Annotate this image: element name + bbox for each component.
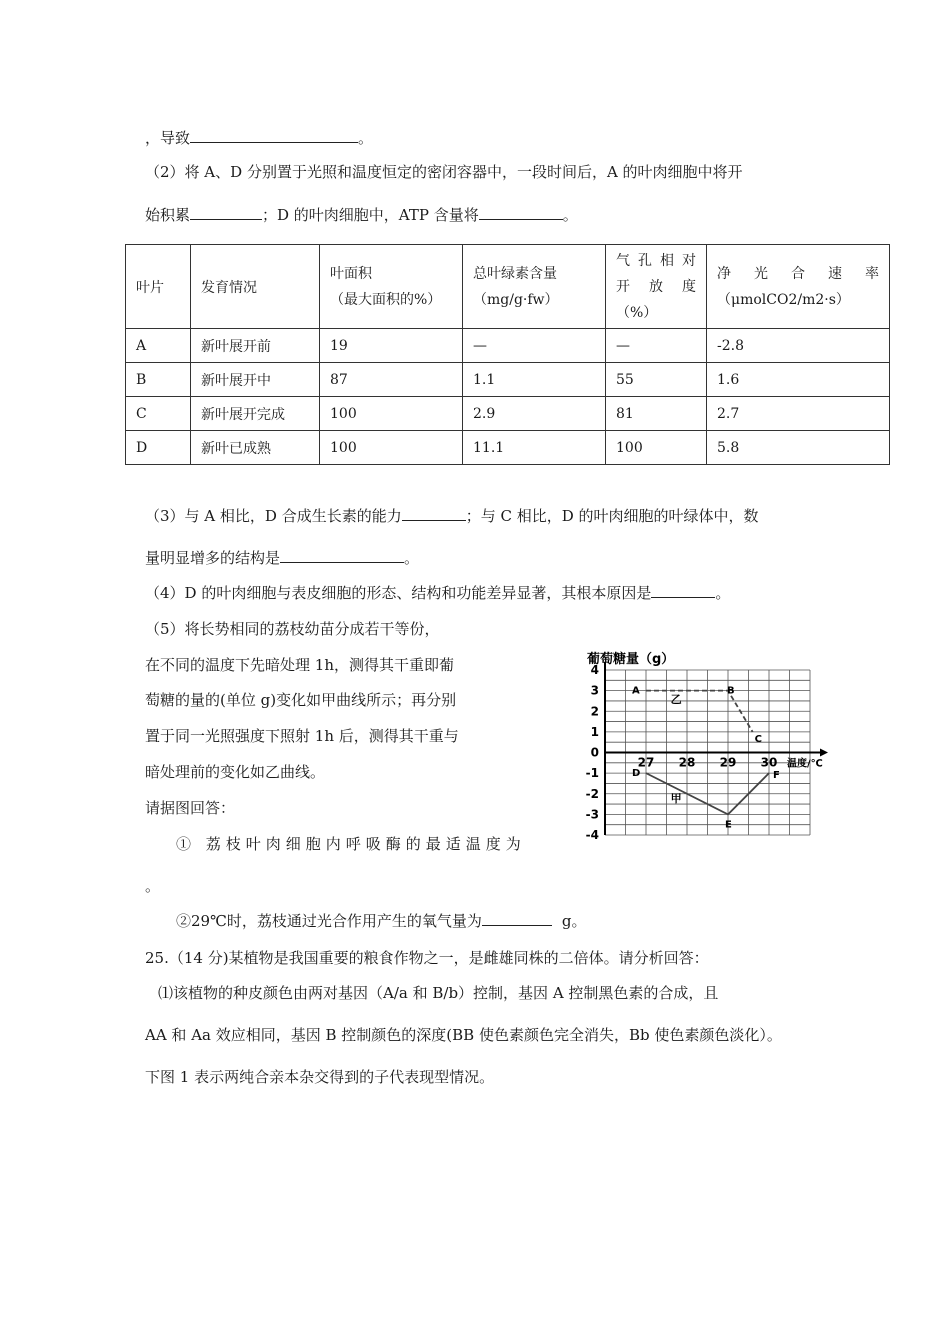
header-cell: 叶片 <box>126 245 191 329</box>
line-q5: 置于同一光照强度下照射 1h 后，测得其干重与 <box>145 727 459 745</box>
x-tick-label: 29 <box>719 755 737 770</box>
line-q2-cont <box>145 205 578 225</box>
header-line: 开放度 <box>616 278 696 295</box>
header-cell <box>320 245 463 329</box>
cell-stoma: 100 <box>606 431 707 465</box>
cell-area: 87 <box>320 363 463 397</box>
cell-rate: 1.6 <box>707 363 890 397</box>
cell-rate: 2.7 <box>707 397 890 431</box>
line-q2: （2）将 A、D 分别置于光照和温度恒定的密闭容器中，一段时间后，A 的叶肉细胞中将开 <box>145 163 743 181</box>
x-tick-label: 27 <box>637 755 655 770</box>
table-row <box>126 431 890 465</box>
line-q1-end <box>145 128 373 148</box>
table-row <box>126 397 890 431</box>
header-line: （mg/g·fw） <box>473 291 559 308</box>
point-label: E <box>725 819 732 831</box>
cell-area: 19 <box>320 329 463 363</box>
text: 始积累 <box>145 206 191 224</box>
y-tick-label: 4 <box>590 663 599 677</box>
leaf-data-table <box>125 244 890 465</box>
header-line: （最大面积的%） <box>330 291 442 308</box>
cell-chlorophyll: — <box>463 329 606 363</box>
text: 量明显增多的结构是 <box>145 549 281 567</box>
table-row <box>126 329 890 363</box>
header-line: 总叶绿素含量 <box>473 265 557 282</box>
cell-leaf: C <box>126 397 191 431</box>
answer-blank[interactable] <box>482 911 552 926</box>
line-q5: 在不同的温度下先暗处理 1h，测得其干重即葡 <box>145 656 454 674</box>
cell-stage: 新叶已成熟 <box>191 431 320 465</box>
point-label: B <box>727 685 735 697</box>
series-label: 乙 <box>670 693 682 706</box>
line-q3-cont <box>145 548 419 568</box>
line-q5: 请据图回答： <box>145 799 236 817</box>
y-tick-label: -1 <box>585 766 599 781</box>
header-line: 净光合速率 <box>717 265 879 282</box>
x-axis-label: 温度/℃ <box>787 758 823 770</box>
header-line: （%） <box>616 304 658 321</box>
y-tick-label: 3 <box>590 683 599 698</box>
header-cell <box>463 245 606 329</box>
line-q5-sub1: ① 荔枝叶肉细胞内呼吸酶的最适温度为 <box>176 835 526 853</box>
text: ；与 C 相比，D 的叶肉细胞的叶绿体中，数 <box>465 507 759 525</box>
cell-leaf: B <box>126 363 191 397</box>
cell-rate: -2.8 <box>707 329 890 363</box>
y-tick-label: -3 <box>585 807 599 822</box>
y-tick-label: -2 <box>585 786 599 801</box>
answer-blank[interactable] <box>190 205 262 220</box>
question-25-line: AA 和 Aa 效应相同，基因 B 控制颜色的深度(BB 使色素颜色完全消失，Bb 使色素颜色淡化）。 <box>145 1026 782 1044</box>
line-q5-sub1-end: 。 <box>145 877 161 895</box>
text: 。 <box>715 584 731 602</box>
point-label: C <box>754 733 762 745</box>
text: 。 <box>404 549 420 567</box>
answer-blank[interactable] <box>651 583 715 598</box>
header-cell <box>606 245 707 329</box>
answer-blank[interactable] <box>190 128 358 143</box>
text: （3）与 A 相比，D 合成生长素的能力 <box>145 507 402 525</box>
cell-rate: 5.8 <box>707 431 890 465</box>
x-tick-label: 30 <box>760 755 778 770</box>
answer-blank[interactable] <box>479 205 563 220</box>
series-label: 甲 <box>670 792 682 805</box>
glucose-chart <box>575 645 840 845</box>
y-tick-label: -4 <box>585 828 599 842</box>
line-q3 <box>145 506 759 526</box>
line-q4 <box>145 583 730 603</box>
line-q5: 暗处理前的变化如乙曲线。 <box>145 763 326 781</box>
line-q5-sub2 <box>176 911 586 931</box>
text: g。 <box>561 912 587 930</box>
header-line: 气孔相对 <box>616 252 696 269</box>
header-cell: 发育情况 <box>191 245 320 329</box>
text: 。 <box>358 129 374 147</box>
x-axis-arrow <box>820 749 828 757</box>
cell-chlorophyll: 1.1 <box>463 363 606 397</box>
question-25-line: 下图 1 表示两纯合亲本杂交得到的子代表现型情况。 <box>145 1068 495 1086</box>
cell-chlorophyll: 11.1 <box>463 431 606 465</box>
cell-area: 100 <box>320 431 463 465</box>
cell-area: 100 <box>320 397 463 431</box>
text: ，导致 <box>145 129 191 147</box>
line-q5: 萄糖的量的(单位 g)变化如甲曲线所示；再分别 <box>145 691 457 709</box>
text: ②29℃时，荔枝通过光合作用产生的氧气量为 <box>176 912 482 930</box>
cell-stoma: 55 <box>606 363 707 397</box>
answer-blank[interactable] <box>402 506 466 521</box>
answer-blank[interactable] <box>280 548 404 563</box>
question-25-line: ⑴该植物的种皮颜色由两对基因（A/a 和 B/b）控制，基因 A 控制黑色素的合成，且 <box>158 984 719 1002</box>
header-line: （μmolCO2/m2·s） <box>717 291 850 308</box>
cell-stoma: 81 <box>606 397 707 431</box>
header-line: 叶面积 <box>330 265 372 282</box>
x-tick-label: 28 <box>678 755 696 770</box>
point-label: A <box>632 685 640 697</box>
y-tick-label: 1 <box>590 724 599 739</box>
text: 。 <box>562 206 578 224</box>
cell-leaf: D <box>126 431 191 465</box>
question-25-title: 25.（14 分)某植物是我国重要的粮食作物之一，是雌雄同株的二倍体。请分析回答： <box>145 949 709 967</box>
cell-stage: 新叶展开完成 <box>191 397 320 431</box>
text: （4）D 的叶肉细胞与表皮细胞的形态、结构和功能差异显著，其根本原因是 <box>145 584 652 602</box>
cell-chlorophyll: 2.9 <box>463 397 606 431</box>
header-cell <box>707 245 890 329</box>
y-tick-label: 2 <box>590 704 599 719</box>
chart-title: 葡萄糖量（g） <box>587 652 675 667</box>
cell-leaf: A <box>126 329 191 363</box>
cell-stoma: — <box>606 329 707 363</box>
table-row <box>126 363 890 397</box>
point-label: D <box>632 768 641 780</box>
cell-stage: 新叶展开中 <box>191 363 320 397</box>
point-label: F <box>773 770 780 782</box>
y-tick-label: 0 <box>590 745 599 760</box>
table-header-row <box>126 245 890 329</box>
cell-stage: 新叶展开前 <box>191 329 320 363</box>
text: ；D 的叶肉细胞中，ATP 含量将 <box>262 206 479 224</box>
line-q5: （5）将长势相同的荔枝幼苗分成若干等份， <box>145 620 440 638</box>
